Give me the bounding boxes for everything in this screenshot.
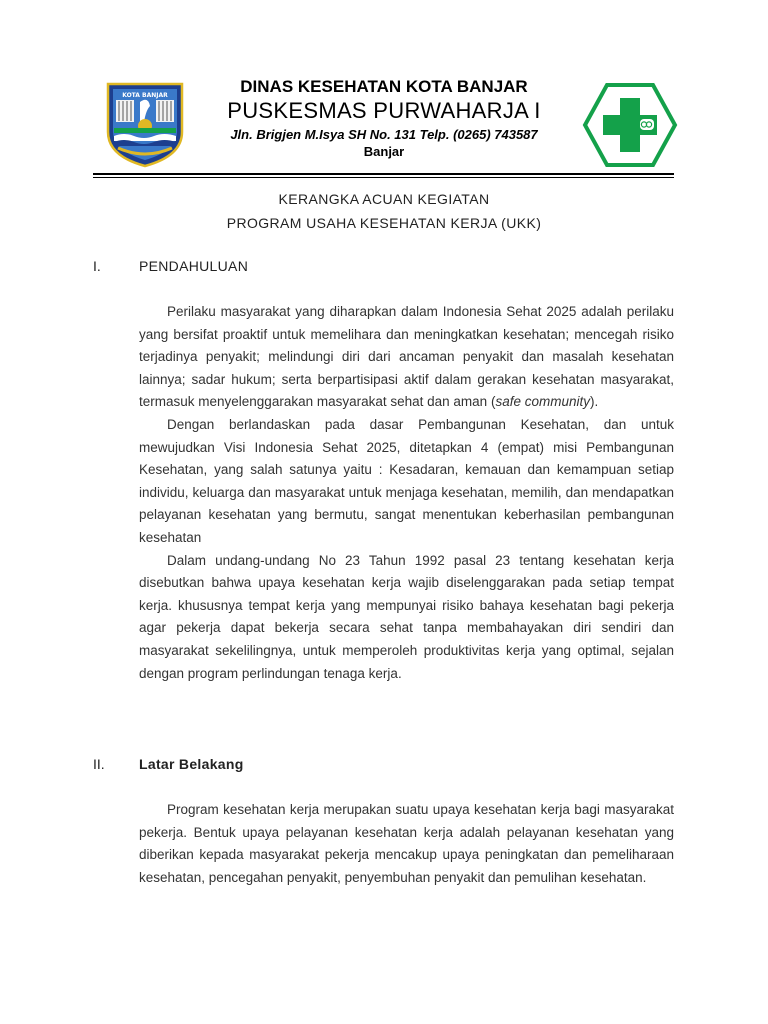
letterhead-rule-thin xyxy=(93,177,674,178)
section-number: I. xyxy=(93,258,101,274)
letterhead-text xyxy=(190,76,578,160)
paragraph: Perilaku masyarakat yang diharapkan dalam Indonesia Sehat 2025 adalah perilaku yang bersifat proaktif untuk memelihara dan meningkatkan kesehatan; mencegah risiko terjadinya penyakit; melindungi diri dari ancaman penyakit dan masalah kesehatan lainnya; sadar hukum; serta berpartisipasi aktif dalam gerakan kesehatan masyarakat, termasuk menyelenggarakan masyarakat sehat dan aman (safe community). xyxy=(139,304,674,410)
document-title: KERANGKA ACUAN KEGIATAN xyxy=(278,191,490,207)
document-subtitle: PROGRAM USAHA KESEHATAN KERJA (UKK) xyxy=(226,215,542,231)
section-body xyxy=(139,301,674,685)
letterhead xyxy=(0,0,768,180)
department-name: DINAS KESEHATAN KOTA BANJAR xyxy=(240,77,528,96)
kota-banjar-emblem-icon xyxy=(104,80,186,168)
section-heading: PENDAHULUAN xyxy=(139,258,249,274)
city: Banjar xyxy=(363,144,405,159)
letterhead-rule-thick xyxy=(93,173,674,175)
italic-term: safe community xyxy=(495,394,590,410)
address: Jln. Brigjen M.Isya SH No. 131 Telp. (0265) 743587 xyxy=(230,127,538,142)
section-body xyxy=(139,799,674,889)
organization-name: PUSKESMAS PURWAHARJA I xyxy=(227,98,541,123)
emblem-caption: KOTA BANJAR xyxy=(122,92,168,99)
paragraph: Program kesehatan kerja merupakan suatu upaya kesehatan kerja bagi masyarakat pekerja. Bentuk upaya pelayanan kesehatan kerja adalah pelayanan kesehatan yang diberikan kepada masyarakat pekerja mencakup upaya peningkatan dan pemeliharaan kesehatan, pencegahan penyakit, penyembuhan penyakit dan pemulihan kesehatan. xyxy=(139,802,674,885)
puskesmas-cross-logo-icon xyxy=(582,82,678,168)
paragraph: Dalam undang-undang No 23 Tahun 1992 pasal 23 tentang kesehatan kerja disebutkan bahwa upaya kesehatan kerja wajib diselenggarakan pada setiap tempat kerja. khususnya tempat kerja yang mempunyai risiko bahaya kesehatan bagi pekerja agar pekerja dapat bekerja secara sehat tanpa membahayakan diri sendiri dan masyarakat sekelilingnya, untuk memperoleh produktivitas kerja yang optimal, sejalan dengan program perlindungan tenaga kerja. xyxy=(139,552,674,681)
section-heading: Latar Belakang xyxy=(139,756,244,772)
section-number: II. xyxy=(93,756,105,772)
paragraph: Dengan berlandaskan pada dasar Pembangunan Kesehatan, dan untuk mewujudkan Visi Indonesia Sehat 2025, ditetapkan 4 (empat) misi Pembangunan Kesehatan, yang salah satunya yaitu : Kesadaran, kemauan dan kemampuan setiap individu, keluarga dan masyarakat untuk menjaga kesehatan, memilih, dan mendapatkan pelayanan kesehatan yang bermutu, sangat menentukan keberhasilan pembangunan kesehatan xyxy=(139,416,674,545)
